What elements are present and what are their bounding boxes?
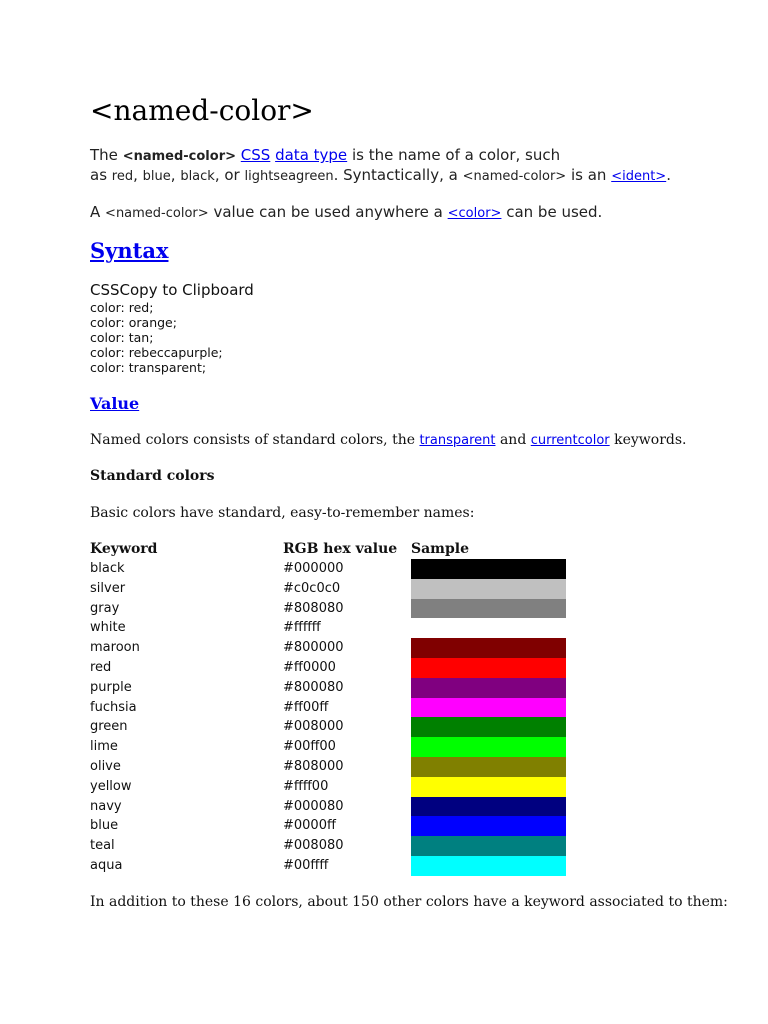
color-sample-cell bbox=[411, 579, 566, 599]
table-row bbox=[90, 618, 566, 638]
named-color-code: <named-color> bbox=[462, 169, 567, 184]
color-swatch bbox=[411, 797, 566, 817]
intro-text: The bbox=[90, 146, 118, 164]
color-sample-cell bbox=[411, 698, 566, 718]
color-hex-value: #800000 bbox=[283, 640, 344, 656]
intro-paragraph-2 bbox=[90, 203, 710, 223]
table-row bbox=[90, 678, 566, 698]
color-sample-cell bbox=[411, 757, 566, 777]
data-type-link[interactable]: data type bbox=[275, 146, 348, 164]
color-hex-value: #ffffff bbox=[283, 620, 321, 636]
color-hex-value: #ff00ff bbox=[283, 699, 329, 715]
currentcolor-link[interactable]: currentcolor bbox=[530, 433, 610, 448]
table-header-row bbox=[90, 540, 566, 559]
color-hex-value: #008080 bbox=[283, 838, 344, 854]
table-row bbox=[90, 698, 566, 718]
color-keyword: white bbox=[90, 620, 126, 636]
css-link[interactable]: CSS bbox=[240, 146, 271, 164]
code-example bbox=[90, 281, 254, 375]
table-row bbox=[90, 737, 566, 757]
example-blue: blue bbox=[142, 169, 171, 184]
color-keyword: aqua bbox=[90, 857, 123, 873]
paragraph-text: keywords. bbox=[614, 432, 687, 448]
color-swatch bbox=[411, 559, 566, 579]
color-link[interactable]: <color> bbox=[447, 206, 502, 221]
code-line: color: red; bbox=[90, 300, 154, 315]
intro-text: as bbox=[90, 166, 108, 184]
color-swatch bbox=[411, 777, 566, 797]
table-row bbox=[90, 599, 566, 619]
color-sample-cell bbox=[411, 816, 566, 836]
color-sample-cell bbox=[411, 737, 566, 757]
color-sample-cell bbox=[411, 717, 566, 737]
color-swatch bbox=[411, 737, 566, 757]
intro-text: A bbox=[90, 203, 101, 221]
color-keyword: silver bbox=[90, 580, 126, 596]
paragraph-text: and bbox=[499, 432, 527, 448]
named-color-code: <named-color> bbox=[105, 206, 209, 221]
intro-text: is an bbox=[570, 166, 607, 184]
color-swatch bbox=[411, 717, 566, 737]
color-keyword: teal bbox=[90, 838, 115, 854]
example-lightseagreen: lightseagreen bbox=[244, 169, 334, 184]
color-keyword: fuchsia bbox=[90, 699, 137, 715]
color-hex-value: #ff0000 bbox=[283, 659, 336, 675]
table-row bbox=[90, 757, 566, 777]
value-heading bbox=[90, 394, 139, 414]
table-row bbox=[90, 717, 566, 737]
color-sample-cell bbox=[411, 638, 566, 658]
code-line: color: rebeccapurple; bbox=[90, 345, 223, 360]
code-line: color: orange; bbox=[90, 315, 177, 330]
color-swatch bbox=[411, 658, 566, 678]
color-keyword: blue bbox=[90, 818, 119, 834]
color-swatch bbox=[411, 579, 566, 599]
value-heading-link[interactable]: Value bbox=[90, 394, 140, 413]
color-sample-cell bbox=[411, 559, 566, 579]
table-row bbox=[90, 856, 566, 876]
code-line: color: tan; bbox=[90, 330, 154, 345]
color-keyword: purple bbox=[90, 679, 132, 695]
color-keyword: black bbox=[90, 561, 125, 576]
color-sample-cell bbox=[411, 599, 566, 619]
intro-text: value can be used anywhere a bbox=[213, 203, 443, 221]
syntax-heading bbox=[90, 238, 168, 264]
color-swatch bbox=[411, 638, 566, 658]
table-row bbox=[90, 658, 566, 678]
color-swatch bbox=[411, 678, 566, 698]
paragraph-text: Named colors consists of standard colors, the bbox=[90, 432, 415, 448]
color-keyword: green bbox=[90, 719, 128, 735]
color-keyword: yellow bbox=[90, 778, 132, 794]
color-sample-cell bbox=[411, 856, 566, 876]
table-row bbox=[90, 579, 566, 599]
color-swatch bbox=[411, 836, 566, 856]
color-sample-cell bbox=[411, 678, 566, 698]
transparent-link[interactable]: transparent bbox=[419, 433, 496, 448]
copy-to-clipboard-header[interactable]: CSSCopy to Clipboard bbox=[90, 281, 254, 299]
color-hex-value: #808000 bbox=[283, 758, 344, 774]
intro-text: can be used. bbox=[506, 203, 603, 221]
keyword-column-header: Keyword bbox=[90, 541, 158, 557]
color-hex-value: #00ff00 bbox=[283, 739, 336, 755]
color-sample-cell bbox=[411, 618, 566, 638]
color-sample-cell bbox=[411, 797, 566, 817]
table-row bbox=[90, 638, 566, 658]
color-keyword: olive bbox=[90, 758, 121, 774]
color-sample-cell bbox=[411, 777, 566, 797]
color-swatch bbox=[411, 856, 566, 876]
color-hex-value: #008000 bbox=[283, 719, 344, 735]
example-red: red bbox=[111, 169, 134, 184]
color-swatch bbox=[411, 599, 566, 619]
code-line: color: transparent; bbox=[90, 360, 207, 375]
table-row bbox=[90, 797, 566, 817]
table-row bbox=[90, 777, 566, 797]
intro-text: , or bbox=[214, 166, 240, 184]
table-row bbox=[90, 836, 566, 856]
example-black: black bbox=[180, 169, 215, 184]
color-sample-cell bbox=[411, 658, 566, 678]
color-hex-value: #00ffff bbox=[283, 857, 329, 873]
ident-link[interactable]: <ident> bbox=[611, 169, 667, 184]
sample-column-header: Sample bbox=[411, 541, 470, 557]
table-row bbox=[90, 559, 566, 579]
standard-colors-table bbox=[90, 540, 566, 876]
color-hex-value: #ffff00 bbox=[283, 778, 329, 794]
color-hex-value: #808080 bbox=[283, 600, 344, 616]
color-swatch bbox=[411, 816, 566, 836]
color-keyword: lime bbox=[90, 739, 118, 755]
color-hex-value: #000080 bbox=[283, 798, 344, 814]
intro-text: . Syntactically, a bbox=[333, 166, 458, 184]
syntax-heading-link[interactable]: Syntax bbox=[90, 238, 169, 263]
color-swatch bbox=[411, 757, 566, 777]
additional-colors-paragraph: In addition to these 16 colors, about 150 other colors have a keyword associated to them: bbox=[90, 894, 728, 910]
color-keyword: maroon bbox=[90, 640, 140, 656]
color-sample-cell bbox=[411, 836, 566, 856]
color-keyword: gray bbox=[90, 600, 120, 616]
color-keyword: red bbox=[90, 659, 112, 675]
color-swatch bbox=[411, 698, 566, 718]
named-colors-paragraph bbox=[90, 431, 687, 450]
hex-column-header: RGB hex value bbox=[283, 541, 398, 557]
basic-colors-paragraph: Basic colors have standard, easy-to-remember names: bbox=[90, 505, 475, 521]
table-row bbox=[90, 816, 566, 836]
intro-text: is the name of a color, such bbox=[351, 146, 561, 164]
named-color-code: <named-color> bbox=[122, 149, 236, 164]
page-title: <named-color> bbox=[90, 94, 314, 127]
intro bbox=[90, 146, 710, 223]
standard-colors-heading: Standard colors bbox=[90, 468, 215, 484]
color-swatch bbox=[411, 618, 566, 638]
color-hex-value: #0000ff bbox=[283, 818, 336, 834]
color-keyword: navy bbox=[90, 798, 122, 814]
intro-paragraph-1: The <named-color> CSS data type is the name of a color, such as red, blue, black, or lightseagreen. Syntactically, a <named-color> is an <ident>. bbox=[90, 146, 671, 184]
color-hex-value: #800080 bbox=[283, 679, 344, 695]
color-hex-value: #c0c0c0 bbox=[283, 580, 341, 596]
color-hex-value: #000000 bbox=[283, 561, 344, 576]
